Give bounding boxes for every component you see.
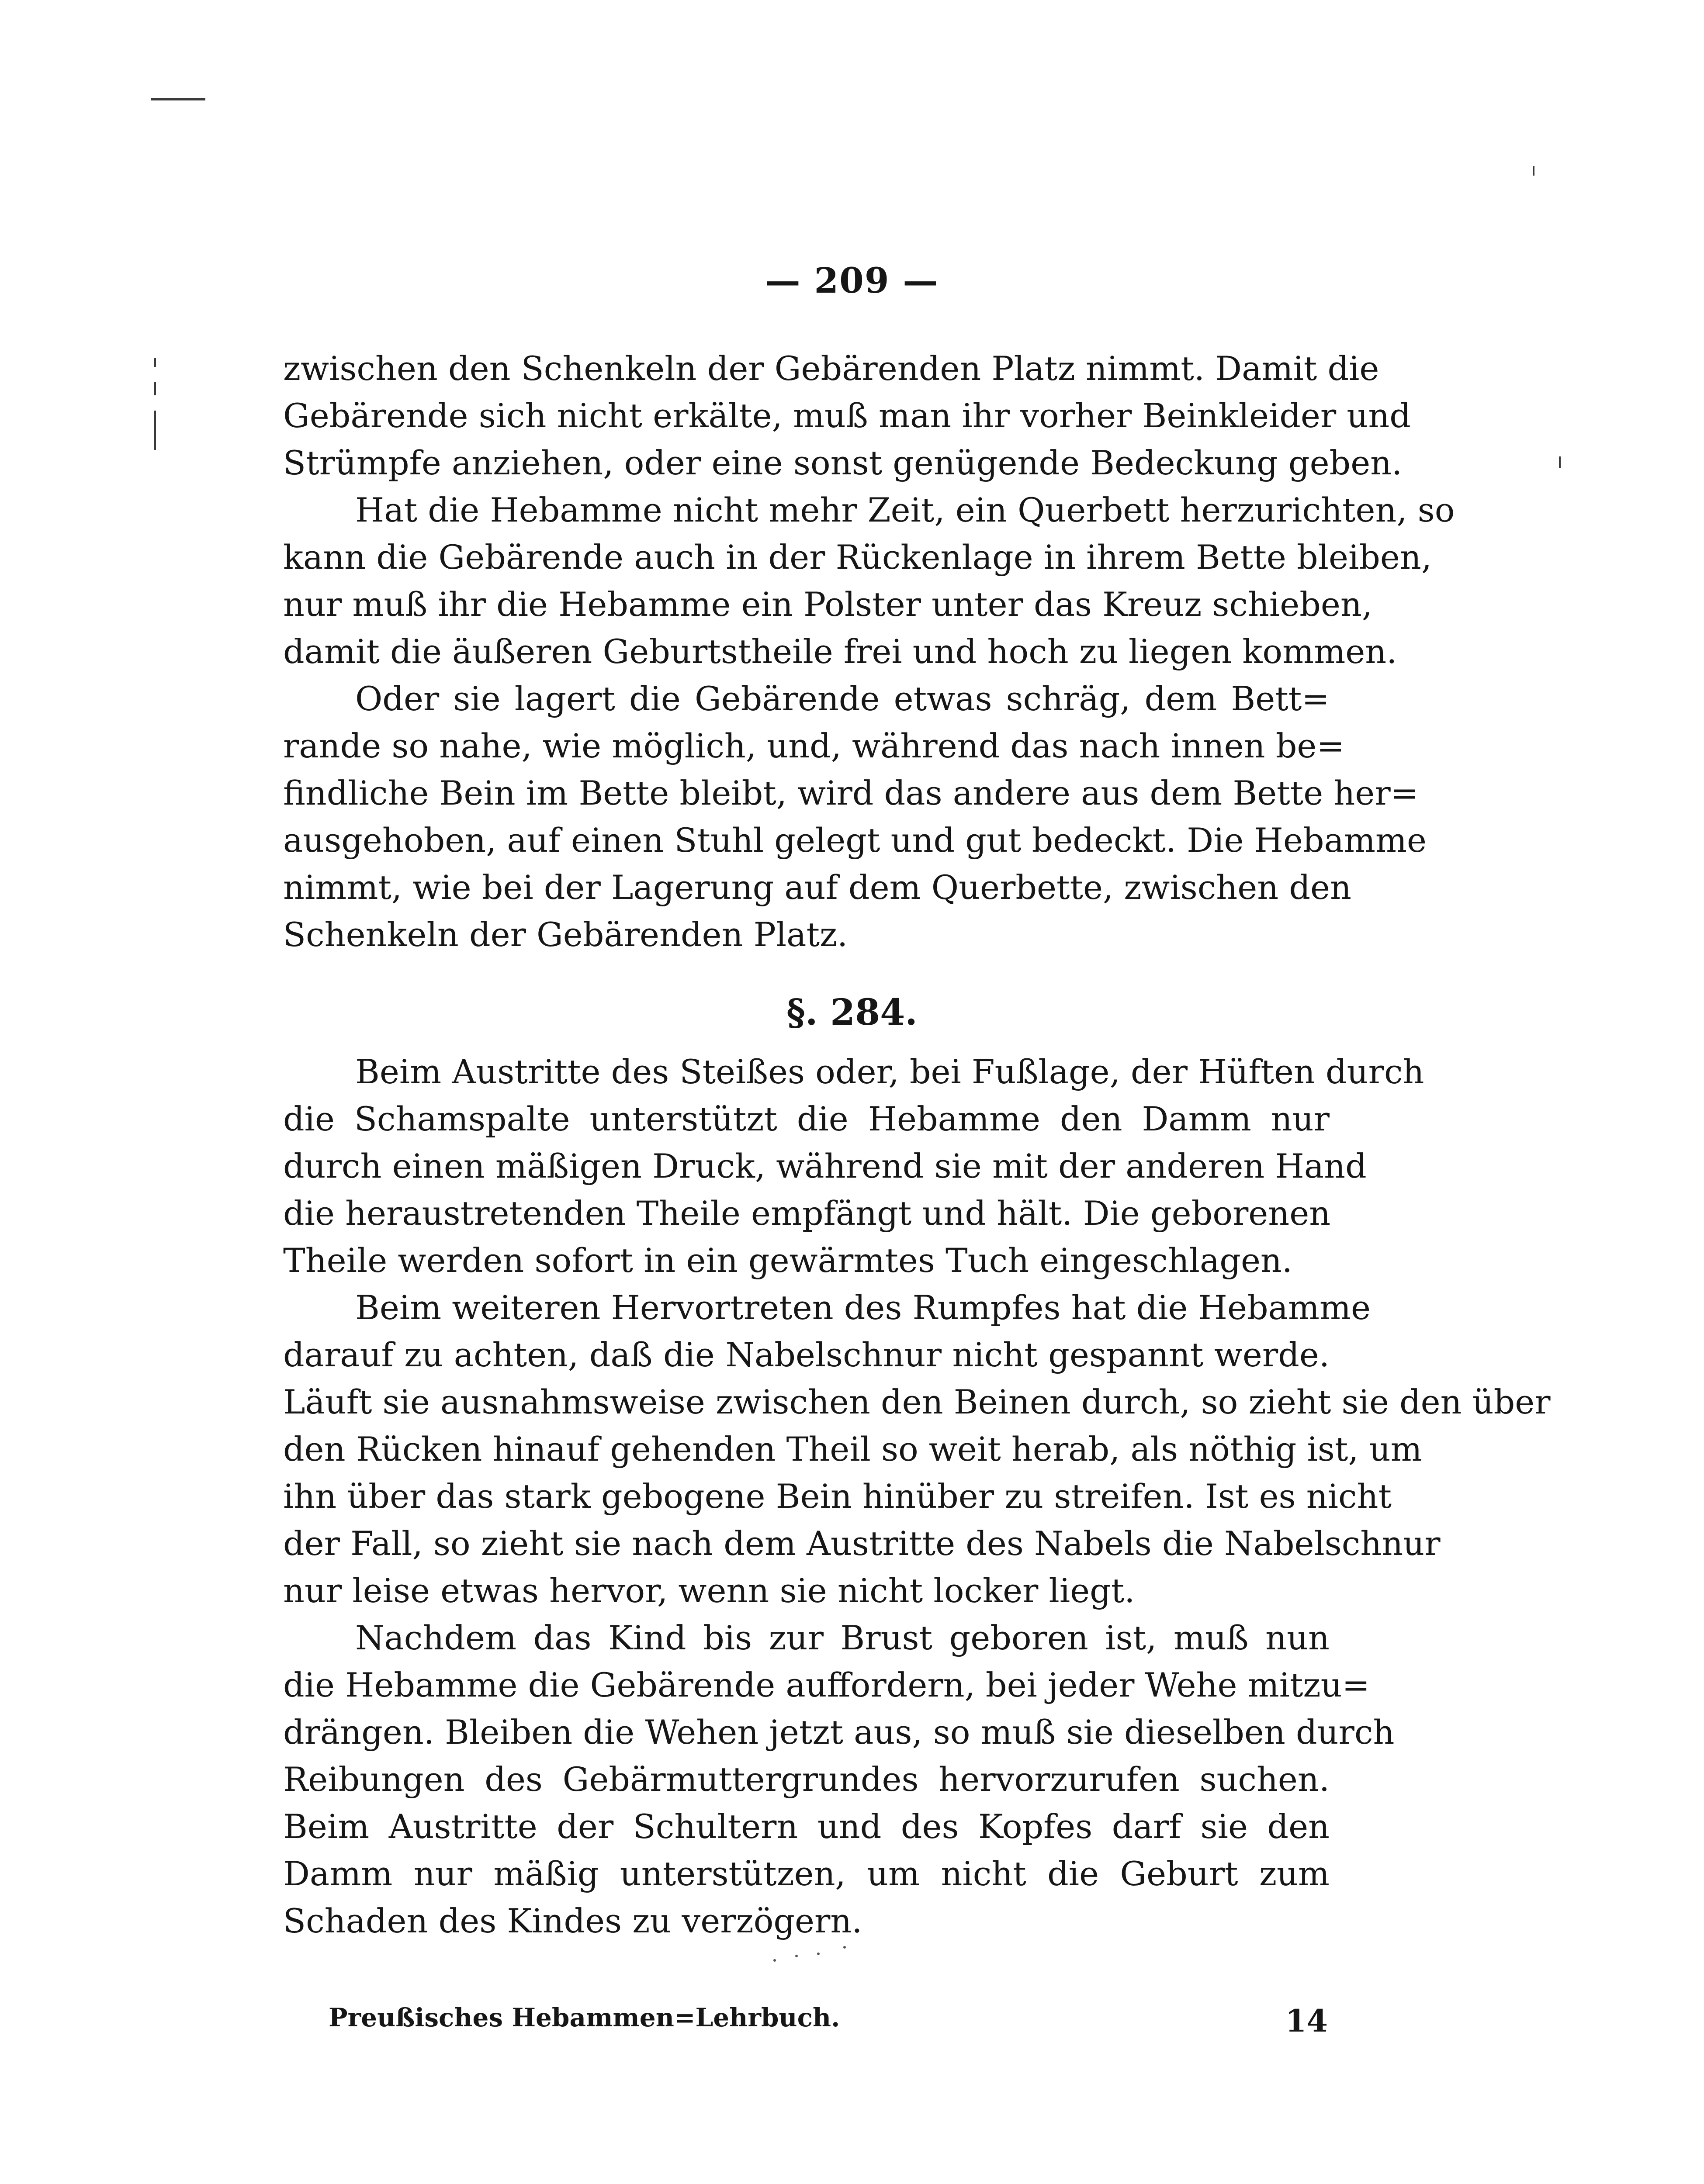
speck bbox=[843, 1946, 846, 1949]
text-line: durch einen mäßigen Druck, während sie mit der anderen Hand bbox=[283, 1147, 1367, 1185]
text-line: Oder sie lagert die Gebärende etwas schräg, dem Bett= bbox=[355, 679, 1330, 718]
print-specks bbox=[769, 1942, 874, 1968]
text-line: nur muß ihr die Hebamme ein Polster unter das Kreuz schieben, bbox=[283, 585, 1372, 624]
body-text-top bbox=[283, 345, 1455, 958]
text-line: Beim Austritte des Steißes oder, bei Fußlage, der Hüften durch bbox=[355, 1052, 1424, 1091]
text-line: Reibungen des Gebärmuttergrundes hervorzurufen suchen. bbox=[283, 1760, 1330, 1799]
text-line: Damm nur mäßig unterstützen, um nicht die Geburt zum bbox=[283, 1854, 1330, 1893]
scan-edge-mark bbox=[151, 98, 205, 100]
text-line: damit die äußeren Geburtstheile frei und hoch zu liegen kommen. bbox=[283, 632, 1397, 671]
page-number: — 209 — bbox=[765, 260, 939, 301]
footer-signature-mark: 14 bbox=[1285, 2003, 1328, 2039]
text-line: Hat die Hebamme nicht mehr Zeit, ein Querbett herzurichten, so bbox=[355, 491, 1455, 529]
speck bbox=[817, 1952, 820, 1955]
page-footer bbox=[329, 2003, 1328, 2042]
body-text-section bbox=[283, 1048, 1551, 1945]
text-line: den Rücken hinauf gehenden Theil so weit herab, als nöthig ist, um bbox=[283, 1430, 1422, 1469]
text-line: Beim weiteren Hervortreten des Rumpfes hat die Hebamme bbox=[355, 1288, 1371, 1327]
text-line: Strümpfe anziehen, oder eine sonst genügende Bedeckung geben. bbox=[283, 443, 1403, 482]
text-line: findliche Bein im Bette bleibt, wird das andere aus dem Bette her= bbox=[283, 774, 1419, 812]
speck bbox=[773, 1959, 776, 1962]
text-line: die Hebamme die Gebärende auffordern, bei jeder Wehe mitzu= bbox=[283, 1666, 1370, 1704]
text-line: die heraustretenden Theile empfängt und hält. Die geborenen bbox=[283, 1194, 1331, 1233]
text-line: drängen. Bleiben die Wehen jetzt aus, so muß sie dieselben durch bbox=[283, 1713, 1395, 1752]
text-line: Beim Austritte der Schultern und des Kopfes darf sie den bbox=[283, 1807, 1330, 1846]
speck bbox=[795, 1955, 798, 1957]
text-line: ihn über das stark gebogene Bein hinüber zu streifen. Ist es nicht bbox=[283, 1477, 1392, 1516]
text-line: Schaden des Kindes zu verzögern. bbox=[283, 1901, 862, 1940]
text-line: Gebärende sich nicht erkälte, muß man ihr vorher Beinkleider und bbox=[283, 396, 1411, 435]
text-line: rande so nahe, wie möglich, und, während das nach innen be= bbox=[283, 726, 1345, 765]
scan-margin-mark bbox=[1559, 456, 1561, 468]
text-line: die Schamspalte unterstützt die Hebamme den Damm nur bbox=[283, 1099, 1330, 1138]
text-line: Nachdem das Kind bis zur Brust geboren ist, muß nun bbox=[355, 1618, 1330, 1657]
text-line: nimmt, wie bei der Lagerung auf dem Querbette, zwischen den bbox=[283, 868, 1351, 907]
scan-margin-mark bbox=[1533, 166, 1534, 176]
text-line: Schenkeln der Gebärenden Platz. bbox=[283, 915, 848, 954]
text-line: darauf zu achten, daß die Nabelschnur nicht gespannt werde. bbox=[283, 1335, 1330, 1374]
section-heading: §. 284. bbox=[786, 992, 918, 1033]
scan-margin-mark bbox=[154, 358, 156, 367]
text-line: der Fall, so zieht sie nach dem Austritte des Nabels die Nabelschnur bbox=[283, 1524, 1441, 1563]
text-line: Theile werden sofort in ein gewärmtes Tuch eingeschlagen. bbox=[283, 1241, 1293, 1280]
text-line: ausgehoben, auf einen Stuhl gelegt und gut bedeckt. Die Hebamme bbox=[283, 821, 1427, 860]
text-line: kann die Gebärende auch in der Rückenlage in ihrem Bette bleiben, bbox=[283, 538, 1432, 577]
text-line: zwischen den Schenkeln der Gebärenden Platz nimmt. Damit die bbox=[283, 349, 1379, 388]
scan-margin-mark bbox=[154, 411, 156, 450]
scan-margin-mark bbox=[154, 382, 156, 395]
footer-book-title: Preußisches Hebammen=Lehrbuch. bbox=[329, 2003, 840, 2032]
text-line: Läuft sie ausnahmsweise zwischen den Beinen durch, so zieht sie den über bbox=[283, 1382, 1551, 1421]
text-line: nur leise etwas hervor, wenn sie nicht locker liegt. bbox=[283, 1571, 1135, 1610]
